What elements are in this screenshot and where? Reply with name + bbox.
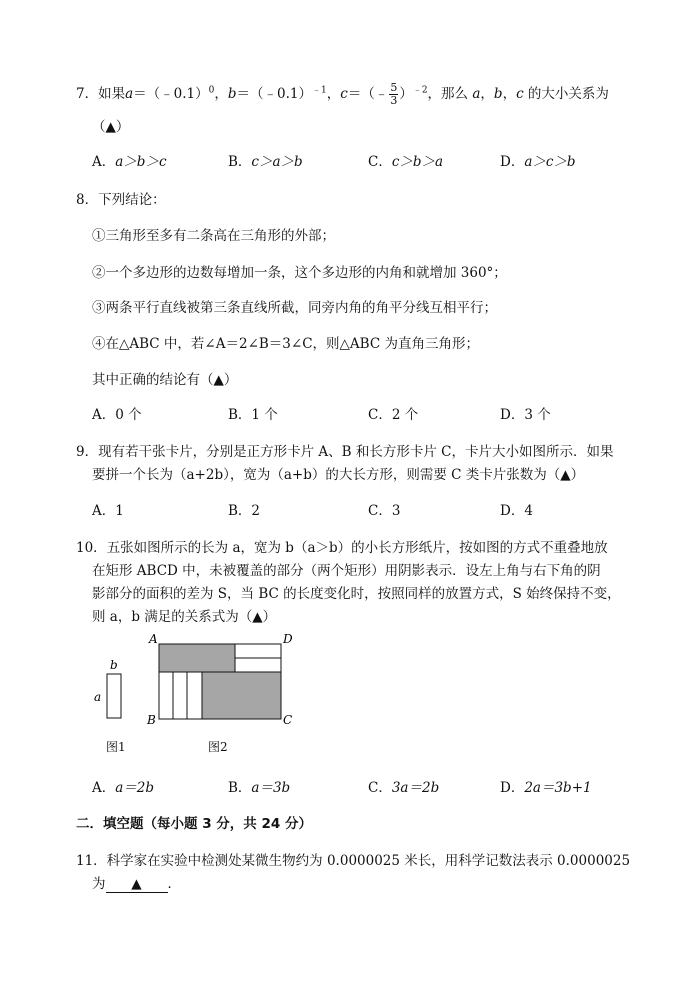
q10-line-3: 影部分的面积的差为 S，当 BC 的长度变化时，按照同样的放置方式，S 始终保持不变， (92, 586, 621, 602)
q7-option-c: C．c＞b＞a (368, 154, 444, 170)
q10-option-c: C．3a＝2b (368, 780, 440, 796)
q8-item-2: ②一个多边形的边数每增加一条，这个多边形的内角和就增加 360°； (92, 265, 507, 281)
q10-line-1: 10．五张如图所示的长为 a，宽为 b（a＞b）的小长方形纸片，按如图的方式不重叠地放 (76, 540, 608, 556)
q10-option-a: A．a＝2b (92, 780, 155, 796)
fig2-label-A: A (149, 632, 158, 646)
fig2-shade-top-left (159, 644, 235, 672)
q8-option-d: D．3 个 (500, 407, 551, 423)
fig2-label-D: D (283, 632, 293, 646)
fig2-shade-bottom-right (202, 672, 281, 719)
fig1-rectangle (107, 674, 121, 718)
q7-option-b: B．c＞a＞b (228, 154, 303, 170)
q8-question: 其中正确的结论有（▲） (92, 372, 238, 388)
q8-item-4: ④在△ABC 中，若∠A＝2∠B＝3∠C，则△ABC 为直角三角形； (92, 336, 479, 352)
fraction-5-3: $\frac{5}{3}$ (390, 81, 398, 107)
fig1-label-a: a (94, 690, 102, 704)
q8-option-c: C．2 个 (368, 407, 419, 423)
fig1-caption: 图1 (106, 740, 126, 754)
q10-option-d: D．2a＝3b+1 (500, 780, 592, 796)
fig2-label-B: B (147, 713, 156, 727)
q10-line-4: 则 a，b 满足的关系式为（▲） (92, 609, 277, 625)
q11-line-1: 11．科学家在实验中检测处某微生物约为 0.0000025 米长，用科学记数法表示 0.0000025 (76, 853, 631, 869)
q8-option-a: A．0 个 (92, 407, 142, 423)
q8-item-1: ①三角形至多有二条高在三角形的外部； (92, 228, 335, 244)
q9-option-b: B．2 (228, 503, 261, 519)
figure-1 (90, 655, 130, 725)
fig2-caption: 图2 (208, 740, 228, 754)
q8-option-b: B．1 个 (228, 407, 278, 423)
q11-line-2: 为 ▲ ． (92, 876, 181, 892)
q7-stem: 7．如果a＝（﹣0.1）$^0$，b＝（﹣0.1）$^{﹣1}$，c＝（﹣ $\frac{5}{3}$ ）$^{﹣2}$，那么 a，b，c 的大小关系为 (76, 81, 609, 107)
q9-option-a: A．1 (92, 503, 124, 519)
q9-option-c: C．3 (368, 503, 401, 519)
figure-2 (144, 630, 299, 730)
section-title-fill-in: 二．填空题（每小题 3 分，共 24 分） (76, 816, 312, 832)
q10-option-b: B．a＝3b (228, 780, 291, 796)
q7-answer-mark: （▲） (92, 119, 130, 135)
q9-option-d: D．4 (500, 503, 533, 519)
q9-line-2: 要拼一个长为（a+2b），宽为（a+b）的大长方形，则需要 C 类卡片张数为（▲） (92, 467, 585, 483)
q10-line-2: 在矩形 ABCD 中，未被覆盖的部分（两个矩形）用阴影表示．设左上角与右下角的阴 (92, 563, 601, 579)
fig1-label-b: b (110, 658, 118, 672)
q7-option-d: D．a＞c＞b (500, 154, 576, 170)
q9-line-1: 9．现有若干张卡片，分别是正方形卡片 A、B 和长方形卡片 C，卡片大小如图所示．如果 (76, 444, 614, 460)
q7-option-a: A．a＞b＞c (92, 154, 167, 170)
q8-stem: 8．下列结论： (76, 192, 166, 208)
q11-answer-blank: ▲ (106, 876, 168, 893)
fig2-label-C: C (283, 713, 293, 727)
q8-item-3: ③两条平行直线被第三条直线所截，同旁内角的角平分线互相平行； (92, 300, 497, 316)
